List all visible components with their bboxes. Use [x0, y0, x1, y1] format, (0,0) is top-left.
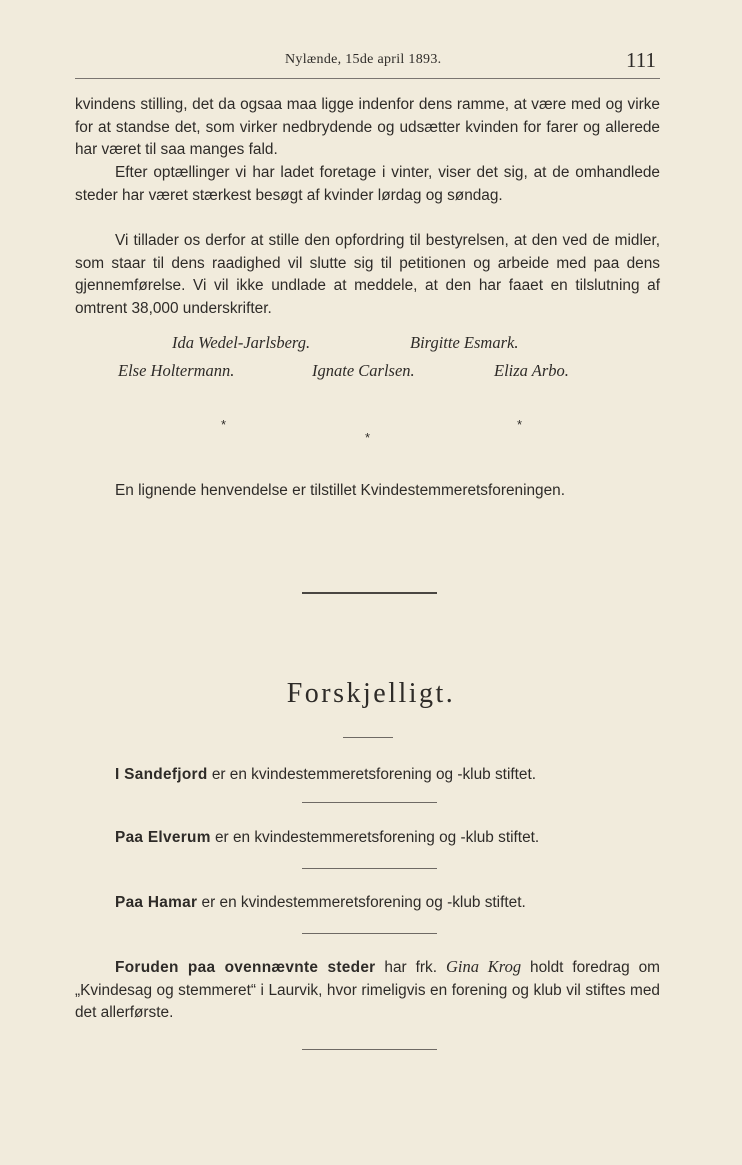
running-head	[75, 50, 660, 79]
news-text: har frk.	[375, 959, 446, 976]
letter-paragraph-2: Efter optællinger vi har ladet foretage i vinter, viser det sig, at de omhandlede steder har været stærkest besøgt af kvinder lørdag og søndag.	[75, 164, 660, 204]
letter-paragraph-3: Vi tillader os derfor at stille den opfordring til bestyrelsen, at den ved de midler, som staar til dens raadighed vil slutte sig til petitionen og arbeide med paa dens gjennemførelse. Vi vil ikke undlade at meddele, at den har faaet en tilslutning af omtrent 38,000 underskrifter.	[75, 232, 660, 317]
news-text: er en kvindestemmeretsforening og -klub stiftet.	[210, 829, 540, 846]
news-item	[75, 892, 660, 915]
item-divider	[302, 802, 437, 803]
news-text: er en kvindestemmeretsforening og -klub stiftet.	[207, 766, 537, 783]
news-item	[75, 956, 660, 1025]
section-heading: Forskjelligt.	[286, 678, 456, 709]
news-lead: Paa Elverum	[115, 829, 211, 846]
signatory-name: Eliza Arbo.	[494, 361, 569, 380]
item-divider	[302, 933, 437, 934]
letter-paragraph-1: kvindens stilling, det da ogsaa maa ligge indenfor dens ramme, at være med og virke for at standse det, som virker nedbrydende og udsætter kvinden for farer og allerede har været til saa manges fald.	[75, 96, 660, 159]
news-text: holdt foredrag om „Kvindesag og stemmeret“ i Laurvik, hvor rimeligvis en forening og klub vil stiftes med det allerførste.	[75, 959, 661, 1022]
end-divider	[302, 1049, 437, 1050]
person-name: Gina Krog	[445, 957, 522, 976]
item-divider	[302, 868, 437, 869]
separator-star: *	[517, 417, 523, 432]
separator-star: *	[365, 430, 371, 445]
page-number: 111	[626, 48, 656, 72]
news-text: er en kvindestemmeretsforening og -klub stiftet.	[197, 894, 526, 911]
signatory-name: Else Holtermann.	[118, 361, 235, 380]
signatory-name: Birgitte Esmark.	[410, 333, 519, 352]
signatory-name: Ignate Carlsen.	[312, 361, 415, 380]
signatory-name: Ida Wedel-Jarlsberg.	[172, 333, 311, 352]
news-lead: Paa Hamar	[115, 894, 198, 911]
news-lead: Foruden paa ovennævnte steder	[115, 959, 376, 976]
news-lead: I Sandefjord	[115, 766, 208, 783]
news-item	[75, 764, 660, 787]
section-divider	[302, 592, 437, 594]
running-title: Nylænde, 15de april 1893.	[285, 52, 442, 67]
separator-star: *	[221, 417, 227, 432]
heading-underline	[343, 737, 393, 738]
news-item	[75, 827, 660, 850]
notice-text: En lignende henvendelse er tilstillet Kvindestemmeretsforeningen.	[115, 482, 566, 499]
